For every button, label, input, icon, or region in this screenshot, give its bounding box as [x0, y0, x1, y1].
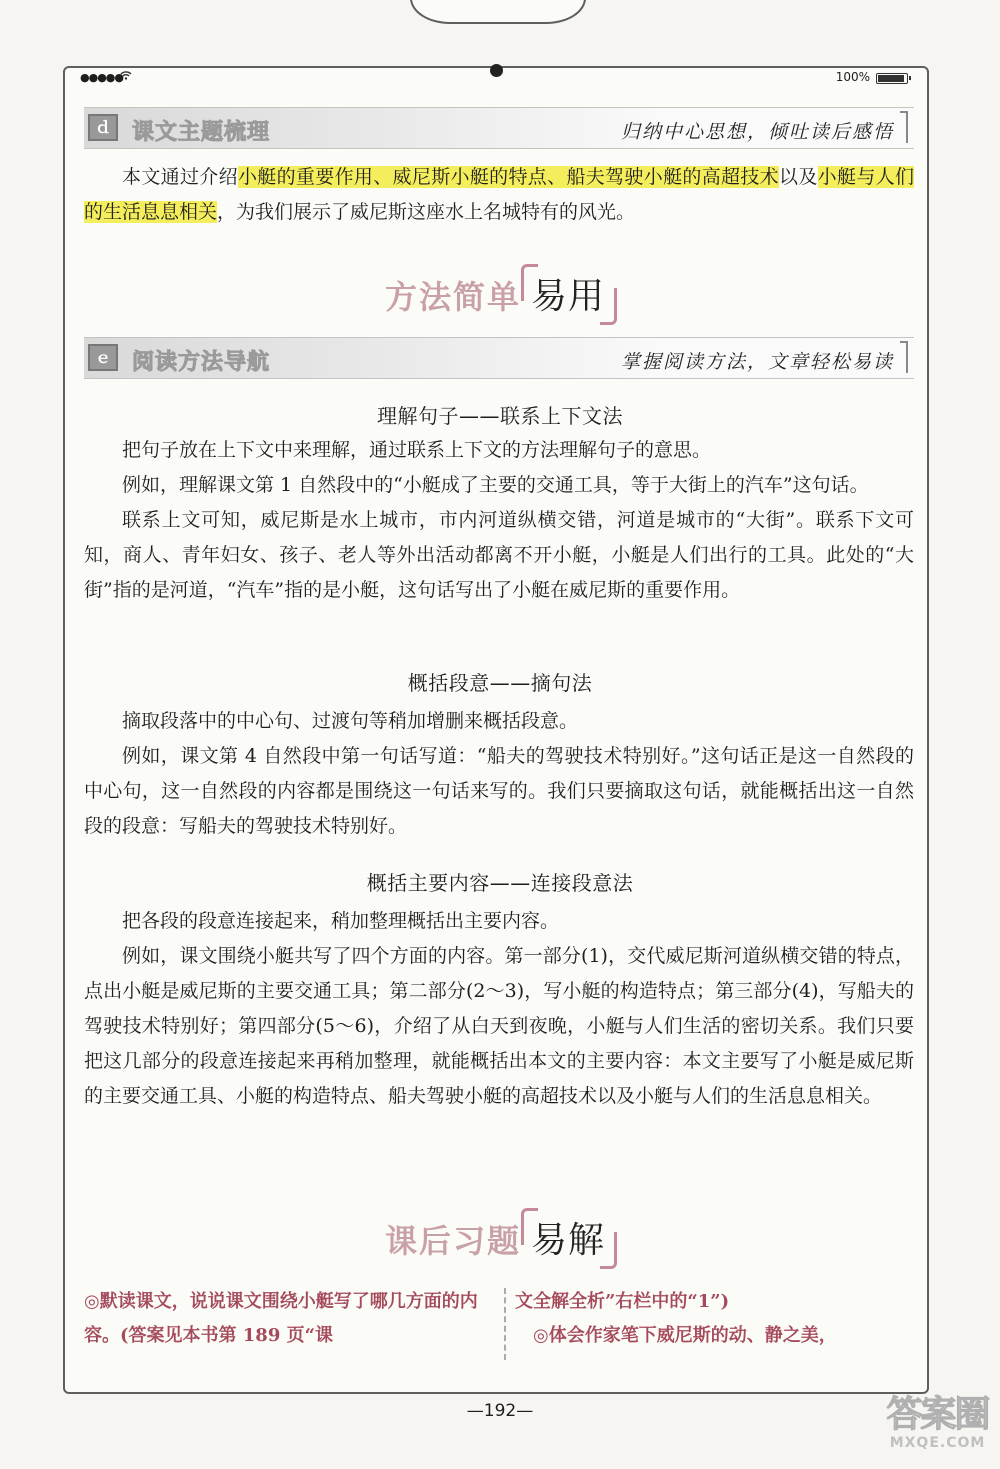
status-bar	[80, 70, 910, 86]
section-heading-method: 方法简单 易用	[0, 268, 1000, 319]
section-icon: ｅ	[88, 344, 118, 371]
method-title: 概括段意——摘句法	[407, 671, 593, 695]
method-body: 把句子放在上下文中来理解，通过联系上下文的方法理解句子的意思。 例如，理解课文第 1 自然段中的“小艇成了主要的交通工具，等于大街上的汽车”这句话。 联系上文可知，威尼斯是水上城市，市内河道纵横交错，河道是城市的“大街”。联系下文可知，商人、青年妇女、孩子、老人等外出活动都离不开小艇，小艇是人们出行的工具。此处的“大街”指的是河道，“汽车”指的是小艇，这句话写出了小艇在威尼斯的重要作用。	[84, 439, 914, 601]
banner-title: 阅读方法导航	[132, 350, 271, 375]
banner-subtitle: 掌握阅读方法，文章轻松易读	[621, 347, 894, 374]
highlight-text: 小艇的重要作用、威尼斯小艇的特点、船夫驾驶小艇的高超技术	[237, 166, 780, 188]
section-heading-exercises: 课后习题 易解	[0, 1212, 1000, 1263]
signal-icon: ●●●●●	[80, 71, 123, 84]
section-banner-theme	[84, 107, 914, 149]
method-body: 把各段的段意连接起来，稍加整理概括出主要内容。 例如，课文围绕小艇共写了四个方面的内容。第一部分(1)，交代威尼斯河道纵横交错的特点，点出小艇是威尼斯的主要交通工具；第二部分(2～3)，写小艇的构造特点；第三部分(4)，写船夫的驾驶技术特别好；第四部分(5～6)，介绍了从白天到夜晚，小艇与人们生活的密切关系。我们只要把这几部分的段意连接起来再稍加整理，就能概括出本文的主要内容：本文主要写了小艇是威尼斯的主要交通工具、小艇的构造特点、船夫驾驶小艇的高超技术以及小艇与人们的生活息息相关。	[84, 910, 914, 1107]
wifi-icon	[120, 70, 132, 83]
highlight-text: 小艇与人们的生活息息相关	[84, 166, 914, 223]
section-banner-reading	[84, 337, 914, 379]
exercise-right: 文全解全析”右栏中的“1”) ◎体会作家笔下威尼斯的动、静之美，	[515, 1291, 837, 1346]
column-divider	[504, 1288, 506, 1360]
watermark-logo: 答案圈 MXQE.COM	[886, 1394, 989, 1451]
section-icon: ｄ	[88, 114, 118, 141]
method-title: 理解句子——联系上下文法	[377, 404, 623, 428]
banner-title: 课文主题梳理	[132, 120, 271, 145]
battery-icon	[876, 73, 908, 84]
device-notch	[410, 0, 586, 24]
theme-paragraph: 本文通过介绍小艇的重要作用、威尼斯小艇的特点、船夫驾驶小艇的高超技术以及小艇与人们的生活息息相关，为我们展示了威尼斯这座水上名城特有的风光。	[84, 166, 914, 223]
page-number: —192—	[466, 1401, 534, 1421]
exercise-left: ◎默读课文，说说课文围绕小艇写了哪几方面的内容。(答案见本书第 189 页“课	[84, 1291, 478, 1346]
battery-percent: 100%	[835, 70, 870, 84]
banner-subtitle: 归纳中心思想，倾吐读后感悟	[621, 117, 894, 144]
method-body: 摘取段落中的中心句、过渡句等稍加增删来概括段意。 例如，课文第 4 自然段中第一句话写道：“船夫的驾驶技术特别好。”这句话正是这一自然段的中心句，这一自然段的内容都是围绕这一句话来写的。我们只要摘取这句话，就能概括出这一自然段的段意：写船夫的驾驶技术特别好。	[84, 710, 914, 837]
method-title: 概括主要内容——连接段意法	[366, 871, 634, 895]
